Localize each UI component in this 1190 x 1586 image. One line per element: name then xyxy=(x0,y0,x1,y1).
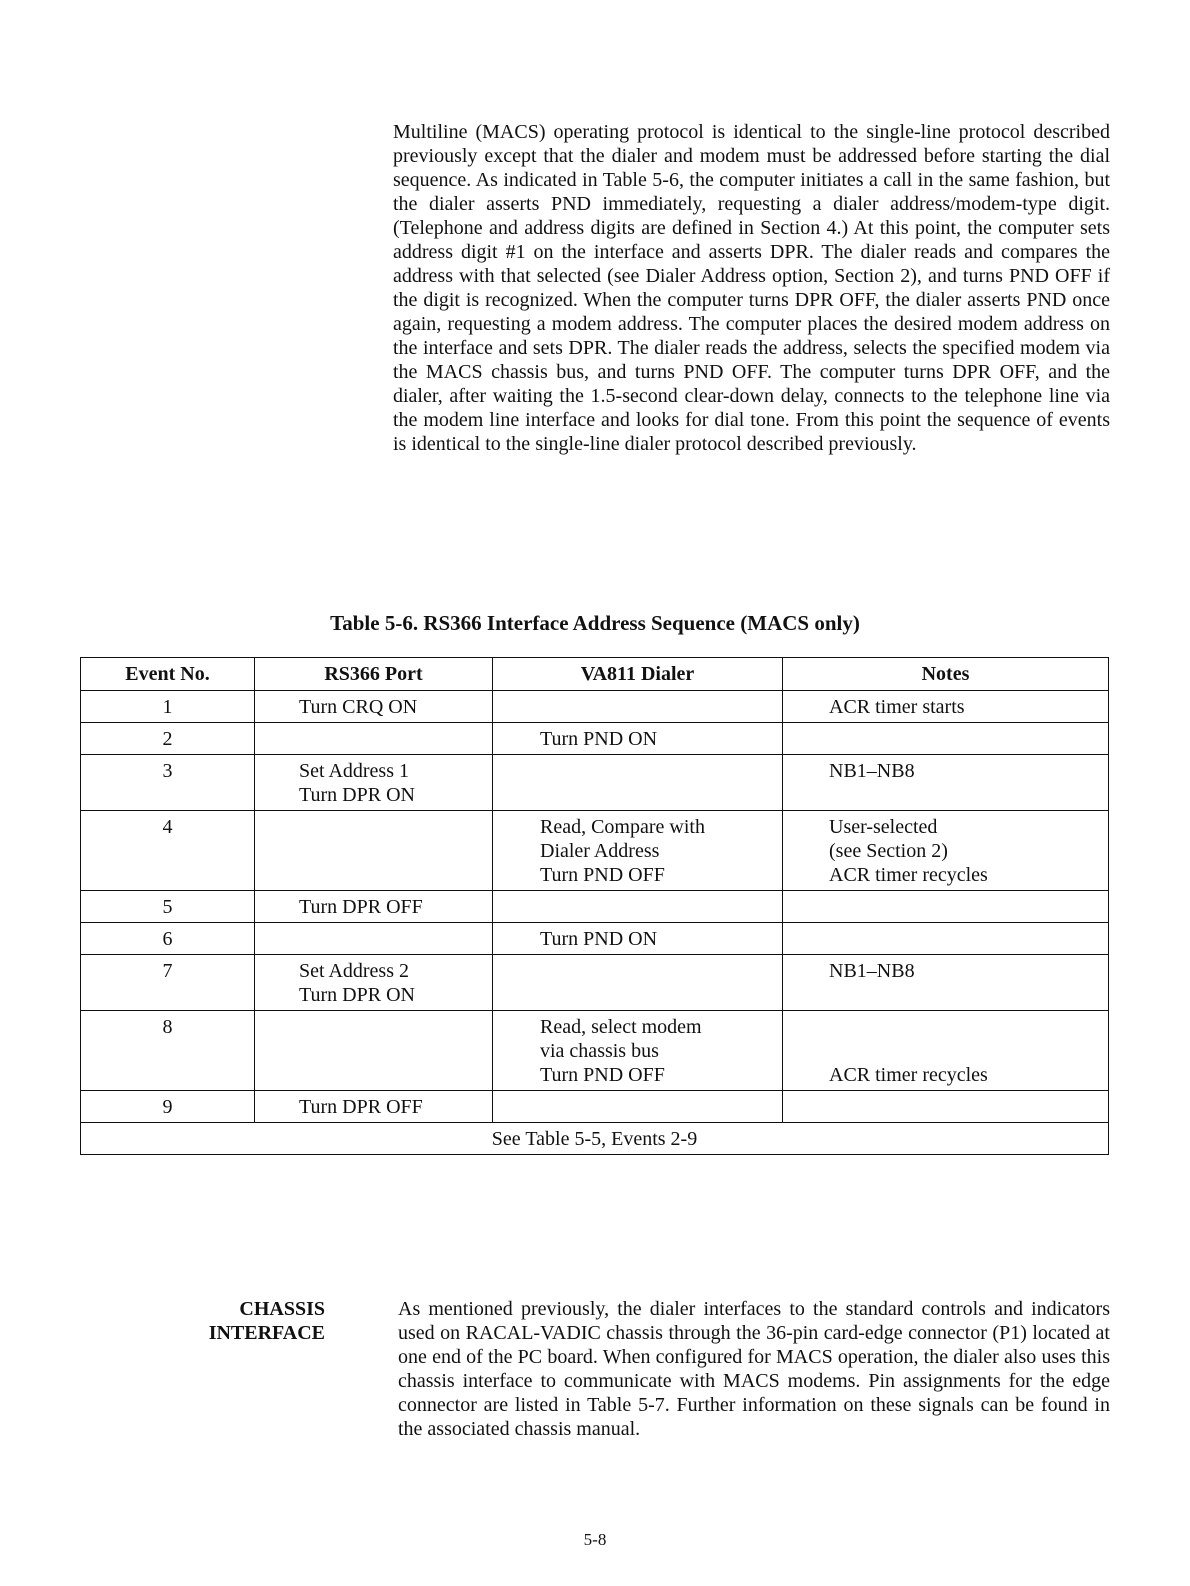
cell-va811-dialer xyxy=(493,691,783,723)
table-row xyxy=(81,723,1109,755)
cell-rs366-port xyxy=(255,955,493,1011)
cell-rs366-port xyxy=(255,691,493,723)
cell-va811-dialer xyxy=(493,891,783,923)
cell-line: Turn DPR OFF xyxy=(299,896,423,918)
table-row xyxy=(81,955,1109,1011)
table-row xyxy=(81,1091,1109,1123)
table-row xyxy=(81,755,1109,811)
cell-line: ACR timer recycles xyxy=(829,1064,988,1086)
cell-line: User-selected xyxy=(829,816,938,838)
cell-notes xyxy=(783,1091,1109,1123)
table-footer-note: See Table 5-5, Events 2-9 xyxy=(81,1123,1109,1155)
cell-line: Turn PND ON xyxy=(540,928,658,950)
cell-event-no: 6 xyxy=(81,923,255,955)
header-notes: Notes xyxy=(783,658,1109,691)
cell-notes xyxy=(783,811,1109,891)
cell-event-no: 5 xyxy=(81,891,255,923)
cell-line: ACR timer starts xyxy=(829,696,965,718)
cell-event-no: 8 xyxy=(81,1011,255,1091)
section-heading-line-2: INTERFACE xyxy=(208,1322,325,1344)
intro-paragraph: Multiline (MACS) operating protocol is identical to the single-line protocol described previously except that the dialer and modem must be addressed before starting the dial sequence. As indicated in Table 5-6, the computer initiates a call in the same fashion, but the dialer asserts PND immediately, requesting a dialer address/modem-type digit. (Telephone and address digits are defined in Section 4.) At this point, the computer sets address digit #1 on the interface and asserts DPR. The dialer reads and compares the address with that selected (see Dialer Address option, Section 2), and turns PND OFF if the digit is recognized. When the computer turns DPR OFF, the dialer asserts PND once again, requesting a modem address. The computer places the desired modem address on the interface and sets DPR. The dialer reads the address, selects the specified modem via the MACS chassis bus, and turns PND OFF. The computer turns DPR OFF, and the dialer, after waiting the 1.5-second clear-down delay, connects to the telephone line via the modem line interface and looks for dial tone. From this point the sequence of events is identical to the single-line dialer protocol described previously. xyxy=(393,121,1110,455)
cell-va811-dialer xyxy=(493,1091,783,1123)
cell-event-no: 7 xyxy=(81,955,255,1011)
cell-line: Turn DPR ON xyxy=(299,984,415,1006)
cell-line: Turn DPR OFF xyxy=(299,1096,423,1118)
cell-va811-dialer xyxy=(493,923,783,955)
cell-line: Turn DPR ON xyxy=(299,784,415,806)
table-row xyxy=(81,811,1109,891)
cell-rs366-port xyxy=(255,755,493,811)
table-row xyxy=(81,923,1109,955)
cell-rs366-port xyxy=(255,1091,493,1123)
cell-event-no: 2 xyxy=(81,723,255,755)
cell-rs366-port xyxy=(255,891,493,923)
cell-line xyxy=(829,1015,1102,1039)
cell-line: Read, select modem xyxy=(540,1016,702,1038)
section-heading-line-1: CHASSIS xyxy=(239,1298,325,1320)
cell-notes xyxy=(783,723,1109,755)
cell-rs366-port xyxy=(255,811,493,891)
address-sequence-table xyxy=(80,657,1109,1155)
cell-event-no: 9 xyxy=(81,1091,255,1123)
table-row xyxy=(81,1011,1109,1091)
cell-line: Set Address 2 xyxy=(299,960,409,982)
table-row xyxy=(81,691,1109,723)
cell-line: Turn PND ON xyxy=(540,728,658,750)
header-rs366-port: RS366 Port xyxy=(255,658,493,691)
cell-line: Dialer Address xyxy=(540,840,660,862)
cell-notes xyxy=(783,923,1109,955)
cell-notes xyxy=(783,755,1109,811)
cell-event-no: 4 xyxy=(81,811,255,891)
page-number: 5-8 xyxy=(583,1530,607,1549)
cell-line: Set Address 1 xyxy=(299,760,409,782)
table-body xyxy=(81,691,1109,1123)
table-footer-row xyxy=(81,1123,1109,1155)
section-heading xyxy=(170,1297,325,1345)
cell-line xyxy=(829,1039,1102,1063)
cell-event-no: 3 xyxy=(81,755,255,811)
cell-rs366-port xyxy=(255,723,493,755)
cell-line: ACR timer recycles xyxy=(829,864,988,886)
cell-line: Read, Compare with xyxy=(540,816,705,838)
cell-notes xyxy=(783,955,1109,1011)
cell-notes xyxy=(783,1011,1109,1091)
cell-line: NB1–NB8 xyxy=(829,760,915,782)
cell-notes xyxy=(783,891,1109,923)
chassis-interface-paragraph: As mentioned previously, the dialer interfaces to the standard controls and indicators used on RACAL-VADIC chassis through the 36-pin card-edge connector (P1) located at one end of the PC board. When configured for MACS operation, the dialer also uses this chassis interface to communicate with MACS modems. Pin assignments for the edge connector are listed in Table 5-7. Further information on these signals can be found in the associated chassis manual. xyxy=(398,1298,1110,1440)
table-row xyxy=(81,891,1109,923)
cell-line: via chassis bus xyxy=(540,1040,659,1062)
cell-line: Turn PND OFF xyxy=(540,864,665,886)
cell-rs366-port xyxy=(255,1011,493,1091)
cell-line: Turn CRQ ON xyxy=(299,696,418,718)
cell-rs366-port xyxy=(255,923,493,955)
header-va811-dialer: VA811 Dialer xyxy=(493,658,783,691)
cell-line: Turn PND OFF xyxy=(540,1064,665,1086)
header-event-no: Event No. xyxy=(81,658,255,691)
cell-va811-dialer xyxy=(493,755,783,811)
table-header-row xyxy=(81,658,1109,691)
cell-va811-dialer xyxy=(493,723,783,755)
cell-event-no: 1 xyxy=(81,691,255,723)
cell-va811-dialer xyxy=(493,811,783,891)
table-title: Table 5-6. RS366 Interface Address Sequence (MACS only) xyxy=(330,611,860,635)
cell-va811-dialer xyxy=(493,955,783,1011)
cell-notes xyxy=(783,691,1109,723)
cell-line: (see Section 2) xyxy=(829,840,948,862)
cell-line: NB1–NB8 xyxy=(829,960,915,982)
cell-va811-dialer xyxy=(493,1011,783,1091)
